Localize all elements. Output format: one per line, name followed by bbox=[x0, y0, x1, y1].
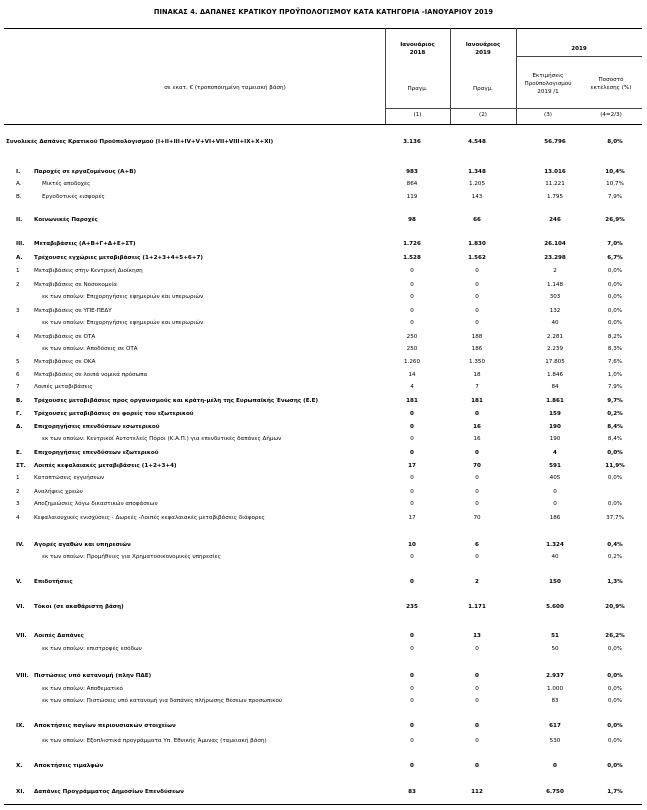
row-value-col1: 250 bbox=[406, 334, 418, 340]
row-value-col4: 26,9% bbox=[605, 217, 625, 223]
row-value-col3: 186 bbox=[549, 515, 561, 521]
row-value-col3: 150 bbox=[549, 579, 561, 585]
row-value-col4: 1,7% bbox=[607, 789, 623, 795]
row-code: Β. bbox=[16, 398, 23, 404]
row-value-col1: 0 bbox=[410, 320, 414, 326]
row-value-col2: 0 bbox=[475, 268, 479, 274]
header-bottom-rule bbox=[4, 124, 642, 125]
row-label: εκ των οποίων: Προμήθειες για Χρηματοοικονομικές υπηρεσίες bbox=[42, 554, 221, 560]
row-value-col3: 132 bbox=[549, 308, 561, 314]
row-value-col2: 0 bbox=[475, 282, 479, 288]
row-code: IX. bbox=[16, 723, 25, 729]
row-value-col1: 864 bbox=[406, 181, 418, 187]
row-value-col3: 1.795 bbox=[546, 194, 563, 200]
row-code: 1 bbox=[16, 475, 20, 481]
row-value-col4: 0,0% bbox=[607, 686, 623, 692]
row-code: VII. bbox=[16, 633, 27, 639]
row-label: εκ των οποίων: Επιχορηγήσεις εφημεριών και υπερωριών bbox=[42, 320, 204, 326]
row-value-col4: 0,0% bbox=[607, 738, 623, 744]
row-value-col2: 70 bbox=[473, 463, 481, 469]
row-value-col2: 2 bbox=[475, 579, 479, 585]
row-code: Α. bbox=[16, 181, 22, 187]
row-value-col1: 0 bbox=[410, 411, 414, 417]
row-label: Επιχορηγήσεις επενδύσεων εσωτερικού bbox=[34, 424, 160, 430]
row-code: 2 bbox=[16, 489, 20, 495]
row-value-col3: 40 bbox=[551, 554, 559, 560]
row-value-col3: 530 bbox=[549, 738, 561, 744]
row-value-col3: 2 bbox=[553, 268, 557, 274]
row-value-col3: 1.324 bbox=[546, 542, 564, 548]
row-code: 5 bbox=[16, 359, 20, 365]
row-value-col3: 190 bbox=[549, 436, 561, 442]
row-value-col1: 0 bbox=[410, 554, 414, 560]
row-value-col3: 303 bbox=[549, 294, 561, 300]
row-value-col4: 8,2% bbox=[607, 334, 623, 340]
row-value-col3: 50 bbox=[551, 646, 559, 652]
row-label: εκ των οποίων: Αποδόσεις σε ΟΤΑ bbox=[42, 346, 138, 352]
row-label: Μεταβιβάσεις σε ΥΠΕ-ΠΕΔΥ bbox=[34, 308, 112, 314]
row-label: Τόκοι (σε ακαθάριστη βάση) bbox=[34, 604, 124, 610]
row-value-col1: 0 bbox=[410, 436, 414, 442]
row-value-col1: 119 bbox=[406, 194, 418, 200]
row-value-col1: 17 bbox=[408, 463, 416, 469]
row-label: Συνολικές Δαπάνες Κρατικού Προϋπολογισμού (I+II+III+IV+V+VI+VII+VIII+IX+X+XI) bbox=[6, 139, 274, 145]
row-value-col4: 9,7% bbox=[607, 398, 623, 404]
col4-subheader: Ποσοστό εκτέλεσης (%) bbox=[590, 77, 632, 91]
row-value-col1: 0 bbox=[410, 579, 414, 585]
row-code: 3 bbox=[16, 501, 20, 507]
table-title: ΠΙΝΑΚΑΣ 4. ΔΑΠΑΝΕΣ ΚΡΑΤΙΚΟΥ ΠΡΟΫΠΟΛΟΓΙΣΜΟΥ ΚΑΤΑ ΚΑΤΗΓΟΡΙΑ -ΙΑΝΟΥΑΡΙΟΥ 2019 bbox=[153, 8, 494, 16]
row-label: Λοιπές Δαπάνες bbox=[34, 633, 84, 639]
row-label: Μεταβιβάσεις σε ΟΤΑ bbox=[34, 334, 96, 340]
row-value-col2: 13 bbox=[473, 633, 481, 639]
row-value-col3: 2.937 bbox=[546, 673, 564, 679]
row-code: VIII. bbox=[16, 673, 29, 679]
row-label: εκ των οποίων: Αποθεματικό bbox=[42, 686, 123, 692]
row-label: Επιχορηγήσεις επενδύσεων εξωτερικού bbox=[34, 450, 159, 456]
row-code: XI. bbox=[16, 789, 25, 795]
row-value-col3: 56.796 bbox=[544, 139, 566, 145]
row-value-col4: 26,2% bbox=[605, 633, 625, 639]
row-value-col1: 235 bbox=[406, 604, 418, 610]
row-code: 1 bbox=[16, 268, 20, 274]
row-label: Αποζημιώσεις λόγω δικαστικών αποφάσεων bbox=[34, 501, 158, 507]
row-value-col4: 0,0% bbox=[607, 646, 623, 652]
row-value-col1: 4 bbox=[410, 384, 414, 390]
row-code: Γ. bbox=[16, 411, 22, 417]
row-value-col2: 18 bbox=[473, 372, 481, 378]
row-value-col3: 1.846 bbox=[546, 372, 563, 378]
row-value-col3: 1.000 bbox=[546, 686, 563, 692]
row-code: VI. bbox=[16, 604, 25, 610]
row-value-col1: 0 bbox=[410, 763, 414, 769]
row-label: Δαπάνες Προγράμματος Δημοσίων Επενδύσεων bbox=[34, 789, 184, 795]
row-value-col3: 13.016 bbox=[544, 169, 566, 175]
row-value-col1: 250 bbox=[406, 346, 418, 352]
row-value-col2: 0 bbox=[475, 686, 479, 692]
row-value-col1: 1.726 bbox=[403, 241, 421, 247]
row-value-col1: 0 bbox=[410, 501, 414, 507]
row-value-col2: 0 bbox=[475, 763, 479, 769]
row-code: 2 bbox=[16, 282, 20, 288]
row-value-col1: 0 bbox=[410, 424, 414, 430]
row-value-col1: 83 bbox=[408, 789, 416, 795]
row-value-col4: 0,2% bbox=[607, 411, 623, 417]
row-value-col4: 0,0% bbox=[607, 673, 623, 679]
col2-subheader: Πραγμ. bbox=[472, 86, 494, 92]
row-value-col4: 7,9% bbox=[607, 384, 623, 390]
row-value-col4: 0,0% bbox=[607, 698, 623, 704]
row-value-col4: 6,7% bbox=[607, 255, 623, 261]
row-value-col1: 0 bbox=[410, 268, 414, 274]
col3-subheader: Εκτιμήσεις Προϋπολογισμού 2019 /1 bbox=[524, 73, 572, 95]
col1-index: (1) bbox=[413, 112, 422, 118]
row-value-col4: 10,4% bbox=[605, 169, 625, 175]
row-code: Α. bbox=[16, 255, 23, 261]
row-value-col3: 83 bbox=[551, 698, 559, 704]
row-code: II. bbox=[16, 217, 23, 223]
row-label: Μεταβιβάσεις στην Κεντρική Διοίκηση bbox=[34, 268, 143, 274]
row-value-col1: 98 bbox=[408, 217, 416, 223]
row-value-col1: 10 bbox=[408, 542, 416, 548]
row-value-col2: 70 bbox=[473, 515, 481, 521]
row-label: εκ των οποίων: Εξοπλιστικά προγράμματα Υπ. Εθνικής Άμυνας (ταμειακή βάση) bbox=[42, 738, 267, 744]
row-label: εκ των οποίων: επιστροφές εσόδων bbox=[42, 646, 142, 652]
row-value-col3: 23.298 bbox=[544, 255, 566, 261]
row-value-col3: 246 bbox=[549, 217, 561, 223]
row-label: Κεφαλαιουχικές ενισχύσεις - Δωρεές -Λοιπές κεφαλαιακές μεταβιβάσεις διάφορες bbox=[34, 515, 265, 521]
row-label: Τρέχουσες μεταβιβάσεις σε φορείς του εξωτερικού bbox=[34, 411, 194, 417]
index-rule bbox=[385, 108, 642, 109]
row-value-col2: 1.348 bbox=[468, 169, 486, 175]
row-value-col2: 0 bbox=[475, 723, 479, 729]
col1-subheader: Πραγμ. bbox=[407, 86, 428, 92]
row-value-col1: 1.260 bbox=[403, 359, 420, 365]
row-value-col3: 0 bbox=[553, 489, 557, 495]
row-value-col3: 405 bbox=[549, 475, 561, 481]
row-code: Ε. bbox=[16, 450, 22, 456]
row-value-col4: 1,3% bbox=[607, 579, 623, 585]
row-label: Τρέχουσες μεταβιβάσεις προς οργανισμούς και κράτη-μέλη της Ευρωπαϊκής Ένωσης (Ε.Ε) bbox=[34, 398, 319, 404]
row-value-col4: 11,9% bbox=[605, 463, 625, 469]
row-value-col1: 0 bbox=[410, 646, 414, 652]
row-value-col4: 1,0% bbox=[607, 372, 623, 378]
row-value-col4: 7,0% bbox=[607, 241, 623, 247]
row-value-col1: 0 bbox=[410, 698, 414, 704]
row-label: Κοινωνικές Παροχές bbox=[34, 217, 98, 223]
row-value-col1: 17 bbox=[408, 515, 416, 521]
row-code: 7 bbox=[16, 384, 20, 390]
row-value-col2: 0 bbox=[475, 450, 479, 456]
row-value-col1: 0 bbox=[410, 308, 414, 314]
row-label: Μεταβιβάσεις σε Νοσοκομεία bbox=[34, 282, 117, 288]
row-value-col1: 0 bbox=[410, 723, 414, 729]
row-value-col3: 190 bbox=[549, 424, 561, 430]
row-value-col1: 0 bbox=[410, 282, 414, 288]
row-value-col4: 0,0% bbox=[607, 308, 623, 314]
row-label: Λοιπές μεταβιβάσεις bbox=[34, 384, 93, 390]
header-top-rule bbox=[4, 28, 642, 29]
row-value-col3: 11.221 bbox=[545, 181, 565, 187]
row-value-col4: 8,4% bbox=[607, 424, 623, 430]
row-value-col2: 0 bbox=[475, 738, 479, 744]
row-value-col2: 1.171 bbox=[468, 604, 486, 610]
row-value-col1: 0 bbox=[410, 738, 414, 744]
row-value-col4: 8,0% bbox=[607, 139, 623, 145]
row-value-col4: 8,3% bbox=[607, 346, 623, 352]
row-code: I. bbox=[16, 169, 21, 175]
row-label: Επιδοτήσεις bbox=[34, 579, 73, 585]
row-value-col3: 159 bbox=[549, 411, 561, 417]
row-value-col3: 0 bbox=[553, 763, 557, 769]
row-value-col3: 40 bbox=[551, 320, 559, 326]
row-code: V. bbox=[16, 579, 22, 585]
row-value-col2: 7 bbox=[475, 384, 479, 390]
row-code: X. bbox=[16, 763, 23, 769]
row-label: Τρέχουσες εγχώριες μεταβιβάσεις (1+2+3+4+5+6+7) bbox=[34, 255, 203, 261]
row-value-col3: 2.239 bbox=[546, 346, 563, 352]
row-value-col3: 5.600 bbox=[546, 604, 564, 610]
row-value-col2: 0 bbox=[475, 308, 479, 314]
row-value-col4: 0,0% bbox=[607, 320, 623, 326]
row-value-col1: 0 bbox=[410, 294, 414, 300]
col2-header: Ιανουάριος 2019 bbox=[465, 42, 501, 56]
col1-header: Ιανουάριος 2018 bbox=[400, 42, 435, 56]
row-value-col4: 0,2% bbox=[607, 554, 623, 560]
row-value-col2: 186 bbox=[471, 346, 483, 352]
row-code: 3 bbox=[16, 308, 20, 314]
row-value-col3: 591 bbox=[549, 463, 561, 469]
row-value-col3: 6.750 bbox=[546, 789, 564, 795]
row-label: Καταπτώσεις εγγυήσεων bbox=[34, 475, 105, 481]
row-label: Αναλήψεις χρεών bbox=[34, 489, 83, 495]
row-value-col1: 0 bbox=[410, 633, 414, 639]
row-value-col3: 51 bbox=[551, 633, 559, 639]
row-value-col2: 0 bbox=[475, 554, 479, 560]
row-label: εκ των οποίων: Επιχορηγήσεις εφημεριών και υπερωριών bbox=[42, 294, 204, 300]
row-value-col1: 0 bbox=[410, 450, 414, 456]
row-value-col2: 1.830 bbox=[468, 241, 486, 247]
row-value-col2: 66 bbox=[473, 217, 481, 223]
row-code: 6 bbox=[16, 372, 20, 378]
row-value-col2: 1.562 bbox=[468, 255, 486, 261]
row-value-col4: 7,6% bbox=[607, 359, 623, 365]
row-value-col4: 8,4% bbox=[607, 436, 623, 442]
row-value-col4: 0,0% bbox=[607, 763, 623, 769]
row-label: Αγορές αγαθών και υπηρεσιών bbox=[34, 542, 131, 548]
row-value-col4: 37,7% bbox=[606, 515, 624, 521]
row-value-col1: 0 bbox=[410, 673, 414, 679]
row-label: Αποκτήσεις παγίων περιουσιακών στοιχείων bbox=[34, 723, 176, 729]
row-value-col2: 112 bbox=[471, 789, 483, 795]
row-value-col1: 1.528 bbox=[403, 255, 421, 261]
row-value-col2: 0 bbox=[475, 501, 479, 507]
row-value-col3: 1.861 bbox=[546, 398, 564, 404]
row-value-col2: 4.548 bbox=[468, 139, 486, 145]
row-label: Μεταβιβάσεις σε λοιπά νομικά πρόσωπα bbox=[34, 372, 148, 378]
row-label: εκ των οποίων: Πιστώσεις υπό κατανομή για δαπάνες πλήρωσης θέσεων προσωπικού bbox=[42, 698, 283, 704]
row-value-col2: 6 bbox=[475, 542, 479, 548]
row-value-col4: 0,0% bbox=[607, 475, 623, 481]
row-value-col4: 0,0% bbox=[607, 450, 623, 456]
row-label: Εργοδοτικές εισφορές bbox=[42, 194, 105, 200]
row-value-col4: 20,9% bbox=[605, 604, 625, 610]
row-code: IV. bbox=[16, 542, 24, 548]
row-value-col2: 0 bbox=[475, 294, 479, 300]
row-label: Πιστώσεις υπό κατανομή (πλην ΠΔΕ) bbox=[34, 673, 152, 679]
row-value-col1: 181 bbox=[406, 398, 418, 404]
row-value-col2: 143 bbox=[471, 194, 483, 200]
row-label: Παροχές σε εργαζομένους (Α+Β) bbox=[34, 169, 137, 175]
row-value-col3: 2.281 bbox=[546, 334, 563, 340]
row-value-col2: 0 bbox=[475, 673, 479, 679]
row-value-col2: 0 bbox=[475, 411, 479, 417]
col3-index: (3) bbox=[544, 112, 552, 118]
row-value-col2: 188 bbox=[471, 334, 483, 340]
row-value-col4: 10,7% bbox=[606, 181, 624, 187]
row-code: ΣΤ. bbox=[16, 463, 26, 469]
row-value-col3: 17.805 bbox=[545, 359, 565, 365]
row-value-col4: 0,0% bbox=[607, 723, 623, 729]
row-label: Μικτές αποδοχές bbox=[42, 181, 91, 187]
row-value-col2: 16 bbox=[473, 436, 481, 442]
row-value-col2: 1.205 bbox=[468, 181, 485, 187]
row-value-col1: 14 bbox=[408, 372, 416, 378]
row-value-col1: 0 bbox=[410, 489, 414, 495]
row-value-col1: 0 bbox=[410, 686, 414, 692]
row-value-col4: 0,0% bbox=[607, 294, 623, 300]
row-value-col4: 0,4% bbox=[607, 542, 623, 548]
row-value-col3: 1.148 bbox=[546, 282, 563, 288]
col2-index: (2) bbox=[479, 112, 487, 118]
row-value-col4: 7,9% bbox=[607, 194, 623, 200]
row-value-col4: 0,0% bbox=[607, 268, 623, 274]
row-value-col2: 16 bbox=[473, 424, 481, 430]
row-value-col2: 181 bbox=[471, 398, 483, 404]
row-value-col3: 0 bbox=[553, 501, 557, 507]
row-label: Μεταβιβάσεις σε ΟΚΑ bbox=[34, 359, 96, 365]
row-value-col2: 1.350 bbox=[468, 359, 485, 365]
col4-index: (4=2/3) bbox=[600, 112, 622, 118]
row-value-col2: 0 bbox=[475, 320, 479, 326]
row-code: III. bbox=[16, 241, 25, 247]
row-value-col3: 26.104 bbox=[544, 241, 566, 247]
row-label: Μεταβιβάσεις (Α+Β+Γ+Δ+Ε+ΣΤ) bbox=[34, 241, 136, 247]
row-value-col3: 4 bbox=[553, 450, 557, 456]
col34-header-year: 2019 bbox=[571, 46, 587, 52]
row-label: Αποκτήσεις τιμαλφών bbox=[34, 763, 104, 769]
row-label: εκ των οποίων: Κεντρικοί Αυτοτελείς Πόροι (Κ.Α.Π.) για επενδυτικές δαπάνες Δήμων bbox=[42, 436, 282, 442]
row-value-col1: 3.136 bbox=[403, 139, 421, 145]
row-value-col4: 0,0% bbox=[607, 501, 623, 507]
row-code: Β. bbox=[16, 194, 22, 200]
row-label: Λοιπές κεφαλαιακές μεταβιβάσεις (1+2+3+4) bbox=[34, 463, 177, 469]
row-value-col4: 0,0% bbox=[607, 282, 623, 288]
row-code: 4 bbox=[16, 515, 20, 521]
row-code: 4 bbox=[16, 334, 20, 340]
row-value-col3: 617 bbox=[549, 723, 561, 729]
row-value-col1: 983 bbox=[406, 169, 418, 175]
row-value-col1: 0 bbox=[410, 475, 414, 481]
row-code: Δ. bbox=[16, 424, 23, 430]
row-value-col2: 0 bbox=[475, 489, 479, 495]
table-bottom-rule bbox=[4, 804, 642, 805]
row-value-col3: 84 bbox=[551, 384, 559, 390]
header-2019-rule bbox=[516, 56, 642, 57]
row-value-col2: 0 bbox=[475, 646, 479, 652]
row-value-col2: 0 bbox=[475, 475, 479, 481]
row-value-col2: 0 bbox=[475, 698, 479, 704]
unit-note: σε εκατ. € (τροποποιημένη ταμειακή βάση) bbox=[164, 85, 286, 91]
